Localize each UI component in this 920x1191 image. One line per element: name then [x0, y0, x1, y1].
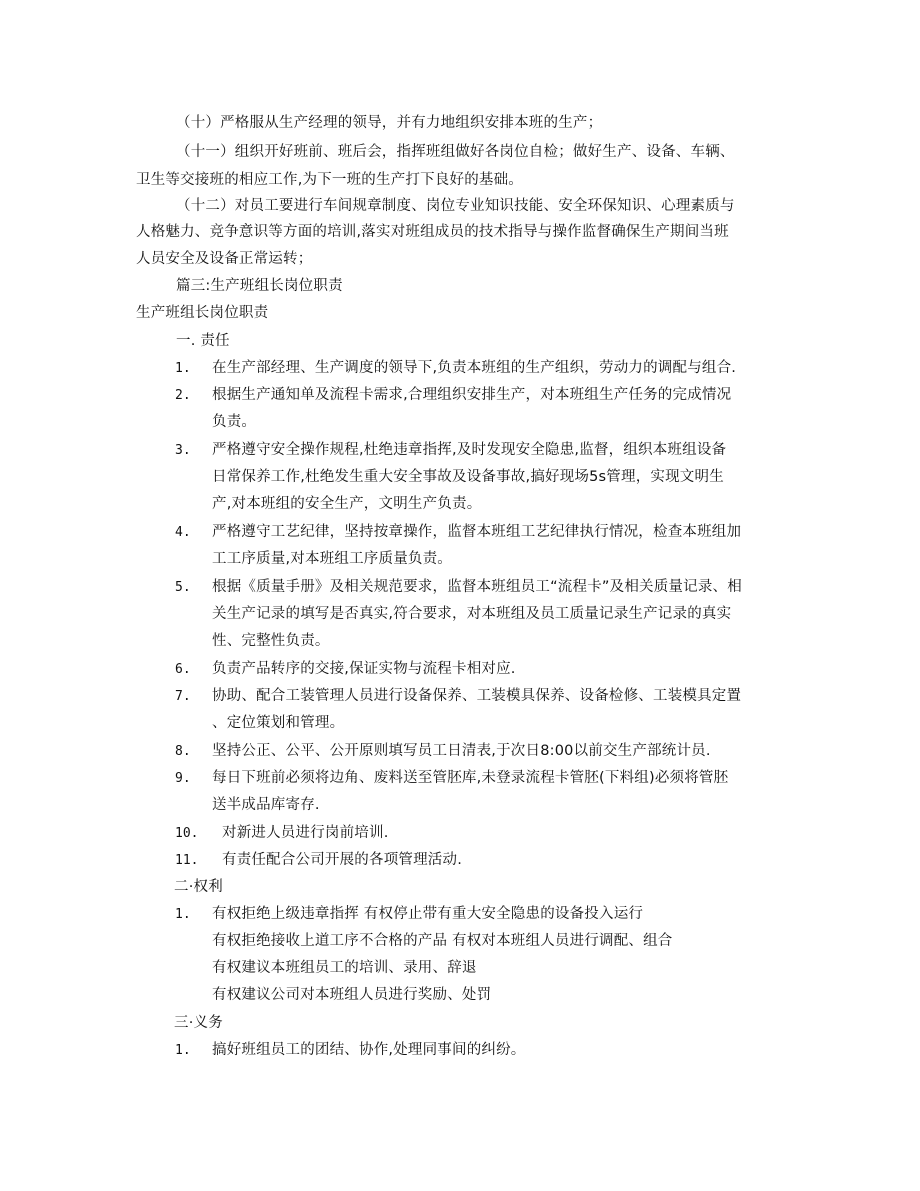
list-item-text: 负责。: [212, 414, 257, 430]
list-item-text: 工工序质量,对本班组工序质量负责。: [212, 551, 453, 567]
list-item-text: 协助、配合工装管理人员进行设备保养、工装模具保养、设备检修、工装模具定置: [212, 688, 742, 704]
list-item-number: 11.: [175, 853, 199, 868]
list-item-number: 2.: [175, 388, 191, 403]
rights-line: 有权建议本班组员工的培训、录用、辞退: [212, 960, 477, 976]
list-item-number: 1.: [175, 361, 191, 376]
list-item-text: 有责任配合公司开展的各项管理活动.: [222, 852, 463, 868]
section-heading-duties: 三·义务: [174, 1015, 223, 1031]
rights-line: 有权拒绝上级违章指挥 有权停止带有重大安全隐患的设备投入运行: [212, 906, 644, 922]
section-heading-rights: 二·权利: [174, 879, 223, 895]
list-item-number: 9.: [175, 771, 191, 786]
list-item-text: 根据生产通知单及流程卡需求,合理组织安排生产，对本班组生产任务的完成情况: [212, 387, 732, 403]
document-title: 生产班组长岗位职责: [136, 305, 269, 321]
paragraph-12-line-1: （十二）对员工要进行车间规章制度、岗位专业知识技能、安全环保知识、心理素质与: [176, 198, 735, 214]
list-item-text: 对新进人员进行岗前培训.: [222, 825, 389, 841]
list-item-number: 3.: [175, 443, 191, 458]
list-item-text: 产,对本班组的安全生产，文明生产负责。: [212, 496, 482, 512]
list-item-text: 关生产记录的填写是否真实,符合要求，对本班组及员工质量记录生产记录的真实: [212, 606, 732, 622]
paragraph-11-line-2: 卫生等交接班的相应工作,为下一班的生产打下良好的基础。: [136, 172, 524, 188]
list-item-text: 严格遵守工艺纪律，坚持按章操作，监督本班组工艺纪律执行情况，检查本班组加: [212, 524, 742, 540]
list-item-text: 坚持公正、公平、公开原则填写员工日清表,于次日8:00以前交生产部统计员.: [212, 743, 711, 759]
paragraph-12-line-3: 人员安全及设备正常运转；: [136, 251, 313, 267]
list-item-number: 10.: [175, 826, 199, 841]
rights-line: 有权建议公司对本班组人员进行奖励、处罚: [212, 987, 492, 1003]
paragraph-11-line-1: （十一）组织开好班前、班后会，指挥班组做好各岗位自检；做好生产、设备、车辆、: [176, 144, 735, 160]
chapter-heading: 篇三:生产班组长岗位职责: [176, 278, 343, 294]
list-item-text: 送半成品库寄存.: [212, 797, 320, 813]
list-item-text: 负责产品转序的交接,保证实物与流程卡相对应.: [212, 661, 516, 677]
list-item-number: 1.: [175, 907, 191, 922]
duties-line: 搞好班组员工的团结、协作,处理同事间的纠纷。: [212, 1042, 526, 1058]
list-item-number: 8.: [175, 744, 191, 759]
list-item-number: 4.: [175, 525, 191, 540]
list-item-number: 1.: [175, 1043, 191, 1058]
list-item-number: 7.: [175, 689, 191, 704]
section-heading-responsibility: 一. 责任: [176, 333, 230, 349]
list-item-number: 5.: [175, 580, 191, 595]
list-item-text: 、定位策划和管理。: [212, 715, 345, 731]
list-item-text: 日常保养工作,杜绝发生重大安全事故及设备事故,搞好现场5s管理，实现文明生: [212, 469, 724, 485]
rights-line: 有权拒绝接收上道工序不合格的产品 有权对本班组人员进行调配、组合: [212, 933, 673, 949]
list-item-text: 在生产部经理、生产调度的领导下,负责本班组的生产组织，劳动力的调配与组合.: [212, 360, 737, 376]
list-item-text: 根据《质量手册》及相关规范要求，监督本班组员工“流程卡”及相关质量记录、相: [212, 579, 742, 595]
paragraph-12-line-2: 人格魅力、竞争意识等方面的培训,落实对班组成员的技术指导与操作监督确保生产期间当班: [136, 224, 729, 240]
paragraph-10: （十）严格服从生产经理的领导，并有力地组织安排本班的生产；: [176, 115, 603, 131]
list-item-text: 严格遵守安全操作规程,杜绝违章指挥,及时发现安全隐患,监督，组织本班组设备: [212, 442, 727, 458]
list-item-text: 每日下班前必须将边角、废料送至管胚库,未登录流程卡管胚(下料组)必须将管胚: [212, 770, 729, 786]
list-item-text: 性、完整性负责。: [212, 633, 330, 649]
list-item-number: 6.: [175, 662, 191, 677]
